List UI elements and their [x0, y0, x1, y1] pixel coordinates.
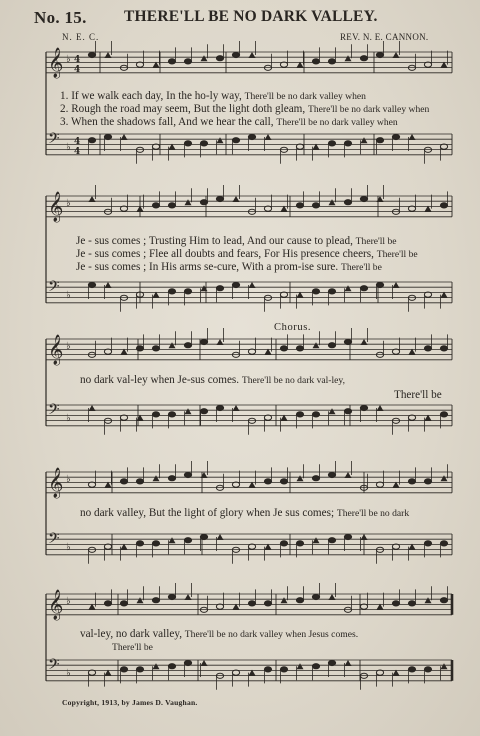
note-head — [137, 597, 144, 603]
note-head — [184, 289, 191, 294]
note-head — [249, 282, 256, 288]
note-head — [297, 475, 304, 481]
system2-line-1: Je - sus comes ; Trusting Him to lead, And our cause to plead, There'll be — [76, 235, 397, 247]
system3-line-1: no dark val-ley when Je-sus comes. There'll be no dark val-ley, — [80, 374, 346, 386]
note-head — [280, 667, 287, 672]
note-head — [376, 52, 383, 57]
note-head — [184, 141, 191, 146]
flat-sign-icon: ♭ — [66, 290, 71, 301]
flat-sign-icon: ♭ — [66, 542, 71, 553]
note-head — [329, 408, 336, 414]
flat-sign-icon: ♭ — [66, 668, 71, 679]
note-head — [361, 137, 368, 143]
note-head — [89, 196, 96, 202]
note-head — [184, 660, 191, 665]
note-head — [168, 203, 175, 208]
note-head — [217, 137, 224, 143]
note-head — [105, 52, 112, 58]
flat-sign-icon: ♭ — [66, 142, 71, 153]
bass-clef-icon: 𝄢 — [48, 278, 60, 299]
note-head — [169, 342, 176, 348]
note-head — [233, 196, 240, 202]
note-head — [312, 203, 319, 208]
chorus-label: Chorus. — [274, 322, 312, 333]
treble-clef-icon: 𝄞 — [48, 590, 64, 620]
flat-sign-icon: ♭ — [66, 474, 71, 485]
note-head — [265, 134, 272, 140]
note-head — [185, 199, 192, 205]
note-head — [297, 663, 304, 669]
note-head — [408, 479, 415, 484]
note-head — [440, 412, 447, 417]
note-head — [393, 52, 400, 58]
system3-line-2: There'll be — [394, 389, 442, 401]
note-head — [264, 479, 271, 484]
note-head — [153, 663, 160, 669]
note-head — [232, 282, 239, 287]
note-head — [136, 667, 143, 672]
note-head — [184, 343, 191, 348]
note-head — [440, 346, 447, 351]
note-head — [329, 199, 336, 205]
note-head — [104, 601, 111, 606]
note-head — [328, 660, 335, 665]
note-head — [345, 285, 352, 291]
note-head — [169, 537, 176, 543]
note-head — [313, 342, 320, 348]
note-head — [361, 339, 368, 345]
note-head — [393, 282, 400, 288]
note-head — [200, 409, 207, 414]
note-head — [440, 541, 447, 546]
note-head — [168, 59, 175, 64]
note-head — [249, 52, 256, 58]
note-head — [136, 541, 143, 546]
verse-line-2: 2. Rough the road may seem, But the light doth gleam, There'll be no dark valley when — [60, 103, 430, 115]
note-head — [88, 52, 95, 57]
note-head — [328, 141, 335, 146]
note-head — [152, 412, 159, 417]
treble-clef-icon: 𝄞 — [48, 335, 64, 365]
note-head — [200, 534, 207, 539]
note-head — [376, 138, 383, 143]
note-head — [312, 412, 319, 417]
note-head — [152, 346, 159, 351]
note-head — [312, 594, 319, 599]
note-head — [232, 52, 239, 57]
hymn-title: THERE'LL BE NO DARK VALLEY. — [124, 8, 378, 25]
system5-line-1: val-ley, no dark valley, There'll be no dark valley when Jesus comes. — [80, 628, 359, 640]
note-head — [184, 538, 191, 543]
system4-line-1: no dark valley, But the light of glory when Je sus comes; There'll be no dark — [80, 507, 410, 519]
note-head — [88, 138, 95, 143]
note-head — [360, 196, 367, 201]
note-head — [408, 601, 415, 606]
note-head — [217, 534, 224, 540]
note-head — [184, 472, 191, 477]
flat-sign-icon: ♭ — [66, 341, 71, 352]
note-head — [120, 601, 127, 606]
note-head — [296, 412, 303, 417]
note-head — [296, 203, 303, 208]
bass-clef-icon: 𝄢 — [48, 401, 60, 422]
words-credit: N. E. C. — [62, 32, 100, 42]
note-head — [344, 409, 351, 414]
time-signature: 4 — [74, 65, 81, 75]
flat-sign-icon: ♭ — [66, 596, 71, 607]
note-head — [328, 538, 335, 543]
note-head — [296, 598, 303, 603]
note-head — [233, 405, 240, 411]
note-head — [376, 282, 383, 287]
flat-sign-icon: ♭ — [66, 54, 71, 65]
note-head — [328, 472, 335, 477]
note-head — [89, 405, 96, 411]
note-head — [168, 664, 175, 669]
note-head — [392, 601, 399, 606]
note-head — [345, 660, 352, 666]
treble-clef-icon: 𝄞 — [48, 48, 64, 78]
note-head — [441, 475, 448, 481]
note-head — [377, 405, 384, 411]
note-head — [184, 59, 191, 64]
note-head — [408, 667, 415, 672]
note-head — [409, 134, 416, 140]
note-head — [200, 200, 207, 205]
note-head — [201, 55, 208, 61]
note-head — [392, 134, 399, 139]
note-head — [248, 601, 255, 606]
note-head — [280, 479, 287, 484]
note-head — [440, 598, 447, 603]
hymn-number: No. 15. — [34, 8, 87, 27]
note-head — [120, 479, 127, 484]
note-head — [312, 664, 319, 669]
music-credit: REV. N. E. CANNON. — [340, 32, 429, 42]
note-head — [296, 541, 303, 546]
note-head — [185, 594, 192, 600]
copyright-notice: Copyright, 1913, by James D. Vaughan. — [62, 698, 198, 707]
time-signature: 4 — [74, 55, 81, 65]
note-head — [105, 282, 112, 288]
note-head — [152, 541, 159, 546]
note-head — [312, 289, 319, 294]
note-head — [120, 667, 127, 672]
system2-line-2: Je - sus comes ; Flee all doubts and fears, For His presence cheers, There'll be — [76, 248, 418, 260]
note-head — [344, 534, 351, 539]
note-head — [361, 534, 368, 540]
note-head — [248, 134, 255, 139]
note-head — [168, 476, 175, 481]
note-head — [281, 597, 288, 603]
flat-sign-icon: ♭ — [66, 413, 71, 424]
bass-clef-icon: 𝄢 — [48, 130, 60, 151]
note-head — [424, 667, 431, 672]
note-head — [104, 134, 111, 139]
note-head — [328, 59, 335, 64]
time-signature: 4 — [74, 137, 81, 147]
note-head — [344, 200, 351, 205]
note-head — [152, 203, 159, 208]
note-head — [136, 479, 143, 484]
note-head — [200, 339, 207, 344]
note-head — [328, 289, 335, 294]
note-head — [185, 408, 192, 414]
note-head — [136, 346, 143, 351]
note-head — [360, 286, 367, 291]
note-head — [88, 282, 95, 287]
note-head — [153, 475, 160, 481]
note-head — [200, 141, 207, 146]
note-head — [152, 598, 159, 603]
note-head — [424, 541, 431, 546]
note-head — [313, 537, 320, 543]
note-head — [345, 472, 352, 478]
verse-line-3: 3. When the shadows fall, And we hear the call, There'll be no dark valley when — [60, 116, 398, 128]
note-head — [217, 339, 224, 345]
note-head — [424, 346, 431, 351]
note-head — [344, 141, 351, 146]
note-head — [424, 479, 431, 484]
note-head — [216, 286, 223, 291]
note-head — [264, 601, 271, 606]
flat-sign-icon: ♭ — [66, 198, 71, 209]
note-head — [168, 594, 175, 599]
note-head — [216, 56, 223, 61]
note-head — [280, 541, 287, 546]
time-signature: 4 — [74, 147, 81, 157]
treble-clef-icon: 𝄞 — [48, 192, 64, 222]
note-head — [121, 134, 128, 140]
note-head — [168, 289, 175, 294]
note-head — [328, 343, 335, 348]
note-head — [360, 405, 367, 410]
note-head — [216, 196, 223, 201]
note-head — [440, 203, 447, 208]
verse-line-1: 1. If we walk each day, In the ho-ly way, There'll be no dark valley when — [60, 90, 366, 102]
note-head — [168, 412, 175, 417]
note-head — [280, 346, 287, 351]
note-head — [232, 138, 239, 143]
bass-clef-icon: 𝄢 — [48, 656, 60, 677]
note-head — [329, 594, 336, 600]
note-head — [296, 346, 303, 351]
note-head — [425, 597, 432, 603]
note-head — [312, 476, 319, 481]
bass-clef-icon: 𝄢 — [48, 530, 60, 551]
note-head — [360, 56, 367, 61]
note-head — [216, 405, 223, 410]
treble-clef-icon: 𝄞 — [48, 468, 64, 498]
note-head — [312, 59, 319, 64]
note-head — [264, 667, 271, 672]
system5-line-2: There'll be — [112, 642, 153, 653]
note-head — [344, 339, 351, 344]
system2-line-3: Je - sus comes ; In His arms se-cure, With a prom-ise sure. There'll be — [76, 261, 382, 273]
note-head — [345, 55, 352, 61]
note-head — [201, 660, 208, 666]
note-head — [441, 663, 448, 669]
